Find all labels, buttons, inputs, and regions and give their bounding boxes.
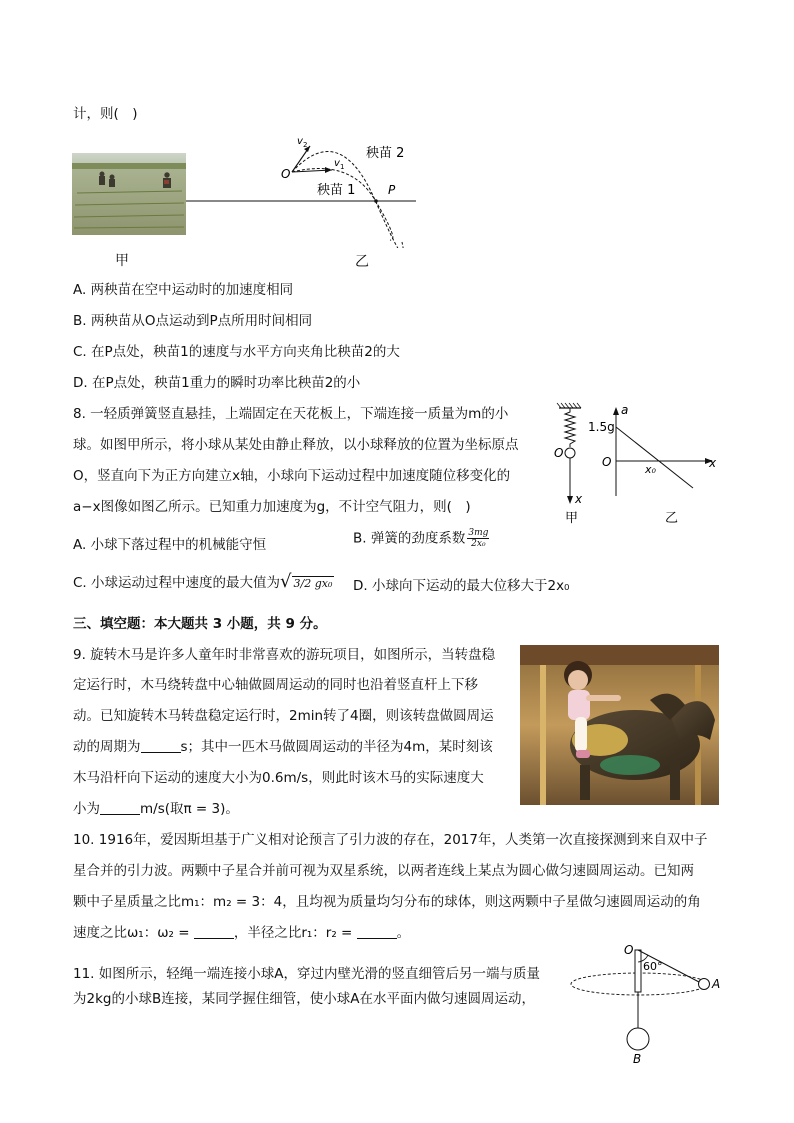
answer-blank-period[interactable]	[141, 738, 181, 753]
q11-line-2: 为2kg的小球B连接，某同学握住细管，使小球A在水平面内做匀速圆周运动，	[73, 991, 535, 1007]
spring-and-graph-figure	[545, 400, 735, 530]
label-seedling-2: 秧苗 2	[366, 146, 405, 161]
fig-label-yi: 乙	[665, 511, 679, 526]
carousel-photo	[520, 645, 719, 805]
q8-option-c: C. 小球运动过程中速度的最大值为√ 3/2 gx₀	[73, 571, 333, 592]
q9-line-1: 9. 旋转木马是许多人童年时非常喜欢的游玩项目，如图所示，当转盘稳	[73, 647, 496, 663]
q8-line-3: O，竖直向下为正方向建立x轴，小球向下运动过程中加速度随位移变化的	[73, 468, 511, 484]
svg-text:1.5g: 1.5g	[588, 420, 615, 434]
q11-line-1: 11. 如图所示，轻绳一端连接小球A，穿过内壁光滑的竖直细管后另一端与质量	[73, 966, 540, 982]
svg-text:x₀: x₀	[645, 463, 656, 476]
label-v2: v	[297, 136, 303, 147]
svg-text:O: O	[624, 943, 634, 957]
fig-label-jia: 甲	[565, 511, 579, 526]
q7-option-a: A. 两秧苗在空中运动时的加速度相同	[73, 282, 294, 298]
label-v1-sub: 1	[340, 163, 345, 171]
svg-text:A: A	[712, 977, 721, 991]
svg-text:x: x	[575, 492, 583, 506]
q9-line-6: 小为 m/s(取π = 3)。	[73, 801, 239, 817]
fraction: $\frac{3mg}{\text{2x₀}}$	[468, 528, 489, 549]
q10-line-4: 速度之比ω₁：ω₂ = ，半径之比r₁：r₂ = 。	[73, 925, 411, 941]
label-P: P	[388, 183, 396, 197]
ball-A	[699, 979, 710, 990]
q8-line-1: 8. 一轻质弹簧竖直悬挂，上端固定在天花板上，下端连接一质量为m的小	[73, 406, 509, 422]
question-intro-tail: 计，则( )	[73, 106, 138, 122]
spring	[565, 408, 575, 447]
svg-text:B: B	[633, 1052, 642, 1066]
q7-option-b: B. 两秧苗从O点运动到P点所用时间相同	[73, 313, 313, 329]
label-v2-sub: 2	[303, 141, 308, 149]
section-3-heading: 三、填空题：本大题共 3 小题，共 9 分。	[73, 616, 327, 632]
point-P	[374, 199, 378, 203]
projectile-diagram	[180, 128, 420, 248]
q8-line-2: 球。如图甲所示，将小球从某处由静止释放，以小球释放的位置为坐标原点	[73, 437, 519, 453]
svg-text:O: O	[602, 455, 612, 469]
q8-line-4: a−x图像如图乙所示。已知重力加速度为g，不计空气阻力，则( )	[73, 499, 471, 515]
q7-option-d: D. 在P点处，秧苗1重力的瞬时功率比秧苗2的小	[73, 375, 361, 391]
q10-line-1: 10. 1916年，爱因斯坦基于广义相对论预言了引力波的存在，2017年，人类第一次直接探测到来自双中子	[73, 832, 708, 848]
q9-line-2: 定运行时，木马绕转盘中心轴做圆周运动的同时也沿着竖直杆上下移	[73, 677, 478, 693]
q9-line-3: 动。已知旋转木马转盘稳定运行时，2min转了4圈，则该转盘做圆周运	[73, 708, 494, 724]
q10-line-3: 颗中子星质量之比m₁：m₂ = 3：4，且均视为质量均匀分布的球体，则这两颗中子星做匀速圆周运动的角	[73, 894, 701, 910]
q9-line-5: 木马沿杆向下运动的速度大小为0.6m/s，则此时该木马的实际速度大	[73, 770, 484, 786]
trajectory-seedling-1	[292, 169, 393, 241]
figure-label-jia: 甲	[115, 253, 129, 269]
figure-label-yi: 乙	[355, 254, 369, 270]
label-seedling-1: 秧苗 1	[317, 183, 356, 198]
rice-field-photo	[72, 153, 186, 235]
label-v1: v	[334, 158, 340, 169]
svg-text:a: a	[621, 403, 629, 417]
trajectory-seedling-2	[292, 152, 403, 248]
answer-blank-speed[interactable]	[100, 800, 140, 815]
a-x-line	[616, 427, 693, 488]
q7-option-c: C. 在P点处，秧苗1的速度与水平方向夹角比秧苗2的大	[73, 344, 400, 360]
vertical-tube	[635, 950, 641, 992]
label-O: O	[281, 167, 291, 181]
ball	[565, 448, 575, 458]
q8-option-d: D. 小球向下运动的最大位移大于2x₀	[353, 578, 570, 594]
q8-option-b: B. 弹簧的劲度系数 $\frac{3mg}{\text{2x₀}}$	[353, 528, 489, 549]
svg-text:O: O	[554, 446, 564, 460]
q10-line-2: 星合并的引力波。两颗中子星合并前可视为双星系统，以两者连线上某点为圆心做匀速圆周运动。已知两	[73, 863, 694, 879]
q8-option-a: A. 小球下落过程中的机械能守恒	[73, 537, 267, 553]
q9-line-4: 动的周期为 s；其中一匹木马做圆周运动的半径为4m，某时刻该	[73, 739, 493, 755]
svg-text:60°: 60°	[643, 960, 663, 973]
circular-motion-figure	[565, 938, 735, 1068]
answer-blank-radius-ratio[interactable]	[357, 924, 397, 939]
svg-text:x: x	[709, 456, 717, 470]
answer-blank-angular-ratio[interactable]	[194, 924, 234, 939]
ball-B	[627, 1028, 649, 1050]
